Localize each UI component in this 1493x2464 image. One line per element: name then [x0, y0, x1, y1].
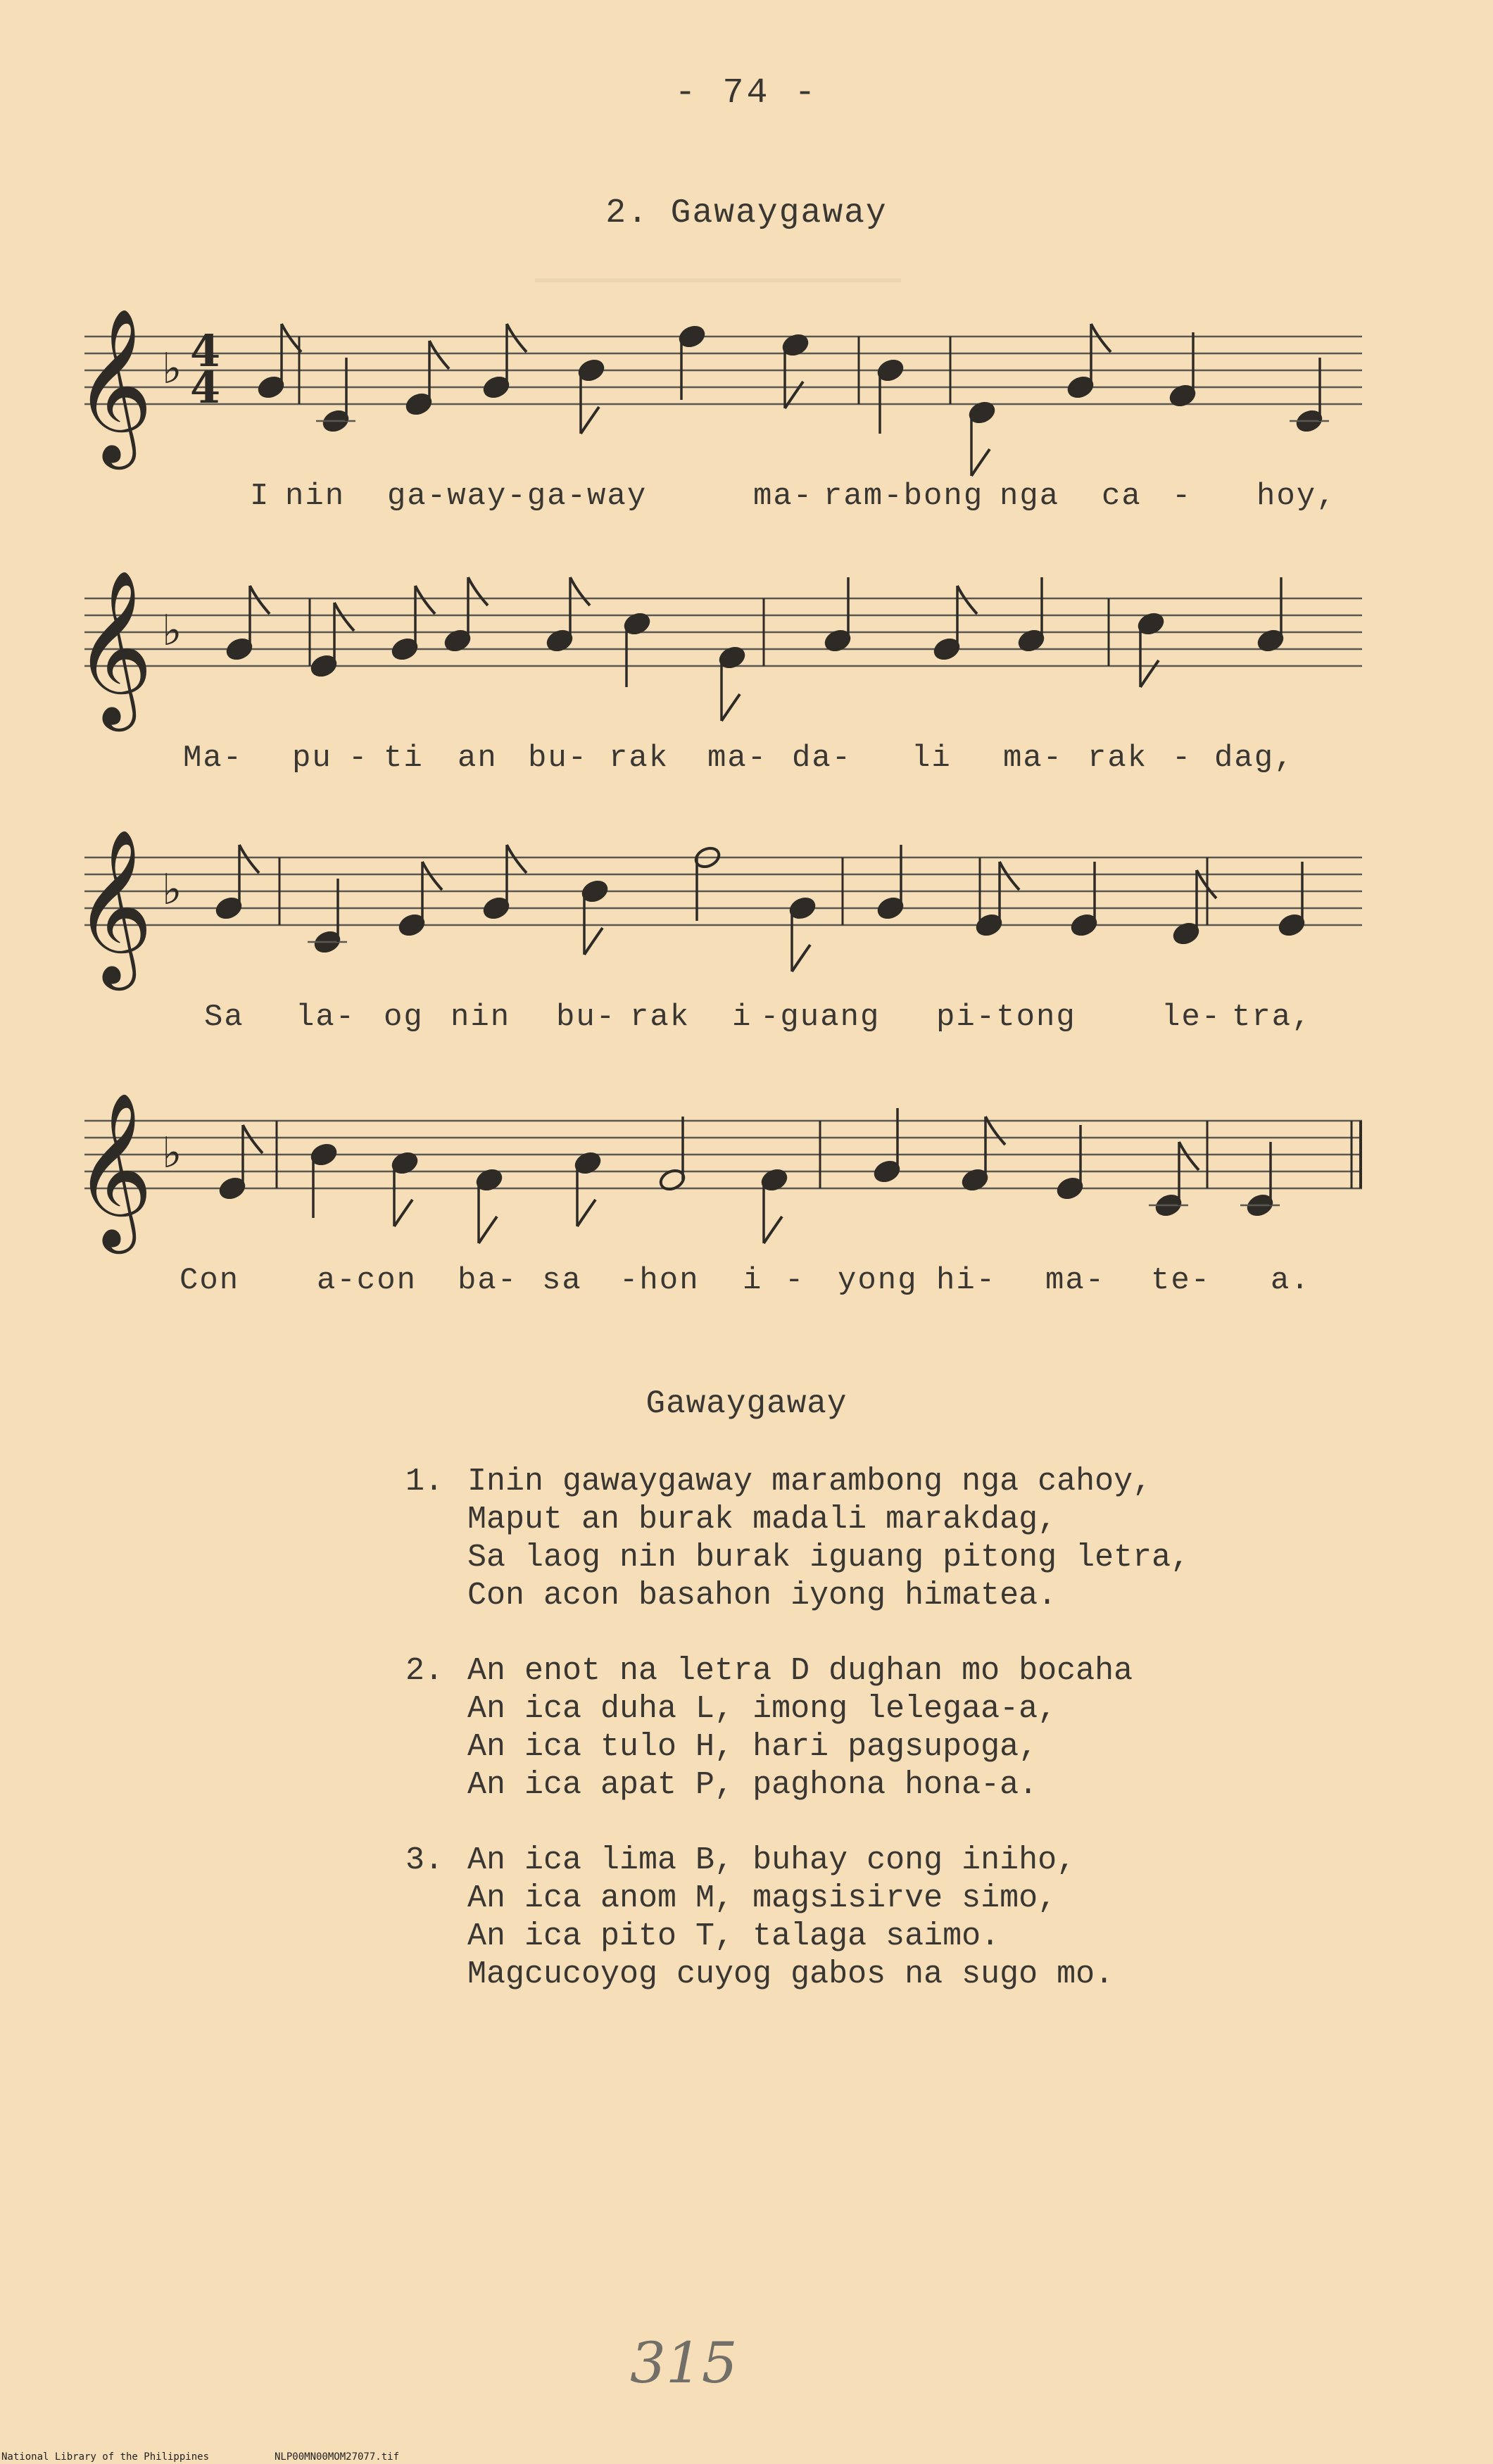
lyric-syllable: sa [542, 1263, 582, 1298]
note-flag [577, 1200, 596, 1226]
note-flag [422, 862, 442, 890]
lyric-syllable: ma- [1045, 1263, 1106, 1298]
lyric-syllable: an [458, 741, 498, 776]
lyric-syllable: tra, [1232, 1000, 1312, 1035]
note-flag [507, 324, 527, 352]
lyric-syllable: rak [630, 1000, 691, 1035]
note-flag [429, 341, 449, 369]
verse-line [405, 1766, 1426, 1804]
verse-text: An ica pito T, talaga saimo. [467, 1918, 1000, 1954]
lyric-syllable: ram-bong [824, 479, 984, 514]
verse-line [405, 1577, 1426, 1615]
verse-text: An ica anom M, magsisirve simo, [467, 1880, 1057, 1916]
verse-line [405, 1690, 1426, 1728]
staff-system-2 [74, 556, 1362, 774]
lyrics-line-2 [74, 741, 1362, 783]
note-flag [468, 577, 488, 605]
note-flag [971, 449, 990, 476]
verse-line [405, 1918, 1426, 1956]
lyric-syllable: rak [609, 741, 669, 776]
stanza-3 [405, 1842, 1426, 1994]
verses-title: Gawaygaway [645, 1385, 848, 1422]
lyric-syllable: -hon [619, 1263, 700, 1298]
verse-line [405, 1652, 1426, 1690]
verse-text: Magcucoyog cuyog gabos na sugo mo. [467, 1956, 1114, 1992]
verse-text: Sa laog nin burak iguang pitong letra, [467, 1540, 1190, 1576]
lyrics-line-1 [74, 479, 1362, 521]
lyric-syllable: da- [792, 741, 852, 776]
lyric-syllable: og [384, 1000, 424, 1035]
verse-line [405, 1880, 1426, 1918]
lyric-syllable: nin [451, 1000, 511, 1035]
verse-text: An ica duha L, imong lelegaa-a, [467, 1691, 1057, 1727]
flat-icon: ♭ [162, 606, 182, 655]
note-flag [1091, 324, 1111, 352]
song-title: 2. Gawaygaway [605, 194, 888, 232]
lyric-syllable: la- [296, 1000, 356, 1035]
lyric-syllable: Ma- [183, 741, 244, 776]
lyric-syllable: pu [292, 741, 332, 776]
lyric-syllable: ti [384, 741, 424, 776]
verse-text: Inin gawaygaway marambong nga cahoy, [467, 1464, 1152, 1500]
verse-line [405, 1539, 1426, 1577]
lyric-syllable: ma- [1003, 741, 1064, 776]
note-flag [722, 694, 740, 721]
verses [405, 1463, 1426, 2031]
note-flag [243, 1125, 263, 1153]
note-flag [507, 845, 527, 873]
lyric-syllable: le- [1161, 1000, 1222, 1035]
time-signature-top: 4 [190, 325, 221, 377]
stanza-number: 1. [405, 1464, 444, 1500]
lyric-syllable: bu- [556, 1000, 617, 1035]
note-flag [1179, 1142, 1199, 1170]
lyric-syllable: ga-way-ga-way [387, 479, 648, 514]
lyrics-line-4 [74, 1263, 1362, 1305]
footer-library: National Library of the Philippines [1, 2451, 210, 2463]
note-flag [570, 577, 590, 605]
lyric-syllable: - [348, 741, 369, 776]
stanza-number: 3. [405, 1842, 444, 1878]
lyric-syllable: nin [285, 479, 346, 514]
handwritten-page-number: 315 [630, 2330, 738, 2396]
lyric-syllable: i [732, 1000, 752, 1035]
verse-line [405, 1956, 1426, 1994]
lyric-syllable: -guang [760, 1000, 881, 1035]
treble-clef-icon: 𝄞 [74, 1091, 153, 1247]
verse-text: Maput an burak madali marakdag, [467, 1502, 1057, 1538]
lyric-syllable: rak [1088, 741, 1148, 776]
verse-text: Con acon basahon iyong himatea. [467, 1578, 1057, 1614]
verse-text: An ica tulo H, hari pagsupoga, [467, 1729, 1038, 1765]
lyric-syllable: bu- [528, 741, 588, 776]
verse-line [405, 1842, 1426, 1880]
lyric-syllable: ba- [458, 1263, 518, 1298]
stanza-2 [405, 1652, 1426, 1804]
flat-icon: ♭ [162, 865, 182, 914]
note-flag [394, 1200, 412, 1226]
note-flag [584, 928, 603, 955]
note-flag [1000, 862, 1019, 890]
note-flag [250, 586, 270, 614]
note-flag [581, 407, 599, 434]
lyric-syllable: ca [1102, 479, 1142, 514]
lyric-syllable: dag, [1214, 741, 1294, 776]
staff-system-4 [74, 1079, 1362, 1297]
lyric-syllable: i [743, 1263, 763, 1298]
lyric-syllable: I [250, 479, 270, 514]
verse-text: An enot na letra D dughan mo bocaha [467, 1653, 1133, 1689]
lyric-syllable: ma- [707, 741, 768, 776]
lyric-syllable: hoy, [1256, 479, 1337, 514]
lyric-syllable: ma- [753, 479, 814, 514]
lyric-syllable: hi- [936, 1263, 997, 1298]
lyric-syllable: nga [1000, 479, 1060, 514]
note-flag [764, 1217, 782, 1243]
staff-system-3 [74, 815, 1362, 1033]
lyric-syllable: a. [1271, 1263, 1311, 1298]
treble-clef-icon: 𝄞 [74, 307, 153, 463]
lyric-syllable: yong [838, 1263, 918, 1298]
footer [0, 2450, 1493, 2464]
lyric-syllable: pi-tong [936, 1000, 1076, 1035]
verse-text: An ica lima B, buhay cong iniho, [467, 1842, 1076, 1878]
lyric-syllable: li [912, 741, 952, 776]
flat-icon: ♭ [162, 1129, 182, 1178]
staff-system-1 [74, 294, 1362, 513]
lyric-syllable: Sa [204, 1000, 244, 1035]
flat-icon: ♭ [162, 344, 182, 394]
lyric-syllable: Con [179, 1263, 240, 1298]
treble-clef-icon: 𝄞 [74, 828, 153, 983]
note-flag [479, 1217, 497, 1243]
lyrics-line-3 [74, 1000, 1362, 1042]
note-flag [334, 603, 354, 631]
note-flag [957, 586, 977, 614]
lyric-syllable: - [1172, 479, 1192, 514]
time-signature-bottom: 4 [190, 362, 221, 413]
footer-filename: NLP00MN00MOM27077.tif [275, 2451, 400, 2463]
stanza-number: 2. [405, 1653, 444, 1689]
note-flag [792, 945, 810, 972]
verse-line [405, 1728, 1426, 1766]
bleed-through [535, 250, 901, 282]
lyric-syllable: a-con [317, 1263, 417, 1298]
lyric-syllable: te- [1151, 1263, 1211, 1298]
page-number: - 74 - [674, 73, 819, 113]
note-flag [239, 845, 259, 873]
verse-line [405, 1463, 1426, 1501]
note-flag [1140, 660, 1159, 687]
stanza-1 [405, 1463, 1426, 1615]
lyric-syllable: - [785, 1263, 805, 1298]
verse-text: An ica apat P, paghona hona-a. [467, 1767, 1038, 1803]
treble-clef-icon: 𝄞 [74, 569, 153, 724]
lyric-syllable: - [1172, 741, 1192, 776]
note-flag [415, 586, 435, 614]
verse-line [405, 1501, 1426, 1539]
